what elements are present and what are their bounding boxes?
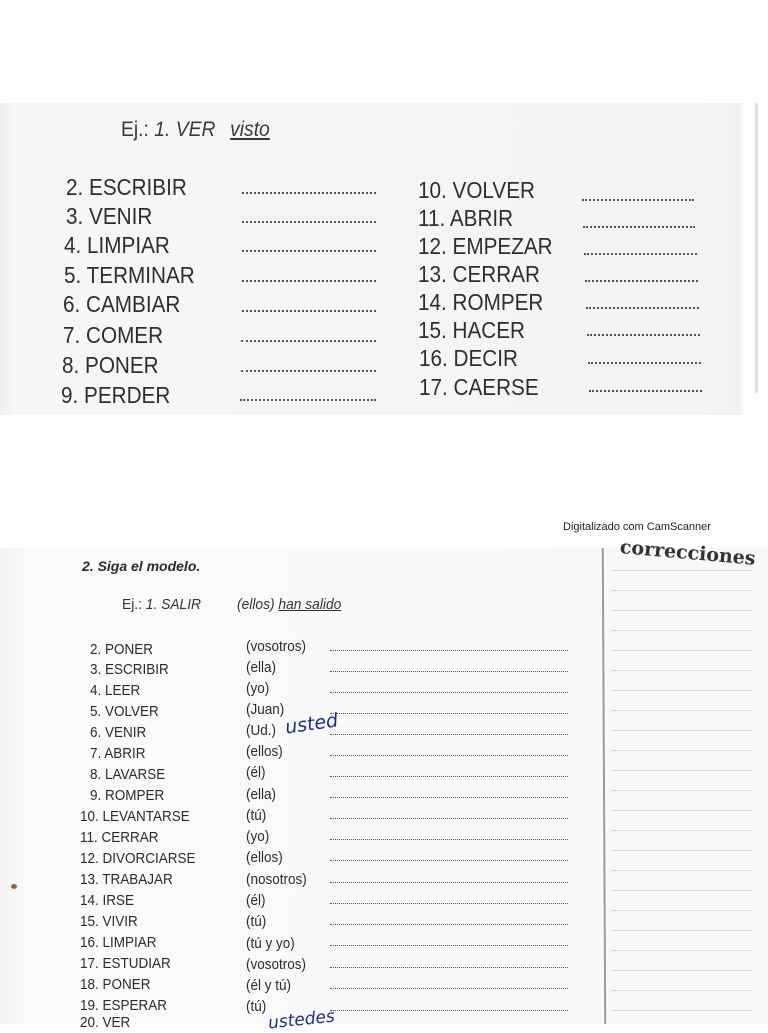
answer-blank[interactable] bbox=[241, 340, 376, 342]
subject-label: (nosotros) bbox=[246, 871, 307, 888]
verb-label: 2. PONER bbox=[90, 641, 154, 658]
verb-label: 12. DIVORCIARSE bbox=[80, 850, 196, 867]
answer-blank[interactable] bbox=[241, 370, 376, 372]
answer-blank[interactable] bbox=[330, 713, 568, 714]
answer-blank[interactable] bbox=[330, 734, 568, 735]
top-item: 6. CAMBIAR bbox=[63, 291, 181, 317]
subject-label: (vosotros) bbox=[246, 956, 307, 973]
corrections-rule bbox=[612, 730, 752, 731]
corrections-rule bbox=[612, 930, 752, 931]
answer-blank[interactable] bbox=[330, 988, 568, 989]
subject-label: (ellos) bbox=[246, 743, 283, 760]
top-example bbox=[121, 118, 270, 142]
example-subject-answer bbox=[237, 596, 341, 613]
answer-blank[interactable] bbox=[242, 221, 376, 223]
corrections-rule bbox=[612, 590, 752, 591]
corrections-rule bbox=[612, 570, 752, 571]
corrections-rule bbox=[612, 670, 752, 671]
answer-blank[interactable] bbox=[330, 839, 568, 840]
subject-label: (vosotros) bbox=[246, 638, 307, 655]
example-subject: (ellos) bbox=[237, 596, 275, 613]
corrections-rule bbox=[612, 710, 752, 711]
top-item: 15. HACER bbox=[418, 317, 525, 343]
verb-label: 17. ESTUDIAR bbox=[80, 955, 171, 972]
answer-blank[interactable] bbox=[242, 310, 376, 312]
verb-label: 10. LEVANTARSE bbox=[80, 808, 190, 825]
answer-blank[interactable] bbox=[584, 253, 697, 255]
subject-label: (él) bbox=[246, 764, 266, 781]
answer-blank[interactable] bbox=[330, 945, 568, 946]
bottom-example bbox=[122, 596, 342, 613]
corrections-rule bbox=[612, 1010, 752, 1011]
subject-label: (yo) bbox=[246, 828, 270, 845]
corrections-rule bbox=[612, 950, 752, 951]
subject-label: (yo) bbox=[246, 680, 270, 697]
scanner-watermark: Digitalizado com CamScanner bbox=[563, 521, 711, 533]
verb-label: 14. IRSE bbox=[80, 892, 135, 909]
answer-blank[interactable] bbox=[330, 860, 568, 861]
subject-label: (Ud.) bbox=[246, 722, 277, 739]
subject-label: (Juan) bbox=[246, 701, 285, 718]
answer-blank[interactable] bbox=[242, 192, 376, 194]
answer-blank[interactable] bbox=[242, 280, 376, 282]
example-verb: 1. SALIR bbox=[145, 596, 202, 613]
handwritten-answer: usted bbox=[283, 709, 340, 739]
answer-blank[interactable] bbox=[585, 280, 698, 282]
verb-label: 8. LAVARSE bbox=[90, 766, 166, 783]
answer-blank[interactable] bbox=[586, 307, 699, 309]
top-item: 9. PERDER bbox=[61, 382, 171, 408]
top-item: 17. CAERSE bbox=[419, 374, 539, 400]
subject-label: (él) bbox=[246, 892, 266, 909]
exercise-title: 2. Siga el modelo. bbox=[82, 558, 201, 574]
corrections-rule bbox=[612, 650, 752, 651]
ink-spot bbox=[11, 884, 17, 889]
answer-blank[interactable] bbox=[588, 362, 701, 364]
verb-label: 7. ABRIR bbox=[90, 745, 146, 762]
verb-label: 3. ESCRIBIR bbox=[90, 661, 169, 678]
answer-blank[interactable] bbox=[330, 797, 568, 798]
answer-blank[interactable] bbox=[330, 924, 568, 925]
example-answer: han salido bbox=[278, 596, 342, 613]
verb-label: 16. LIMPIAR bbox=[80, 934, 157, 951]
answer-blank[interactable] bbox=[330, 818, 568, 819]
subject-label: (ella) bbox=[246, 786, 277, 803]
top-item: 16. DECIR bbox=[419, 345, 518, 371]
corrections-rule bbox=[612, 690, 752, 691]
answer-blank[interactable] bbox=[240, 399, 376, 401]
subject-label: (ella) bbox=[246, 659, 277, 676]
answer-blank[interactable] bbox=[330, 882, 568, 883]
corrections-rule bbox=[612, 990, 752, 991]
corrections-rule bbox=[612, 750, 752, 751]
answer-blank[interactable] bbox=[582, 199, 694, 201]
answer-blank[interactable] bbox=[330, 776, 568, 777]
answer-blank[interactable] bbox=[242, 250, 376, 252]
corrections-rule bbox=[612, 810, 752, 811]
top-item: 11. ABRIR bbox=[418, 205, 514, 231]
answer-blank[interactable] bbox=[330, 650, 568, 651]
corrections-rule bbox=[612, 790, 752, 791]
answer-blank[interactable] bbox=[330, 903, 568, 904]
top-item: 4. LIMPIAR bbox=[64, 232, 170, 258]
top-item: 8. PONER bbox=[62, 352, 159, 378]
top-item: 13. CERRAR bbox=[418, 261, 540, 287]
subject-label: (tú) bbox=[246, 807, 267, 824]
subject-label: (tú y yo) bbox=[246, 935, 295, 952]
answer-blank[interactable] bbox=[330, 671, 568, 672]
subject-label: (ellos) bbox=[246, 849, 283, 866]
verb-label: 19. ESPERAR bbox=[80, 997, 168, 1014]
subject-label: (tú) bbox=[246, 913, 267, 930]
verb-label: 5. VOLVER bbox=[90, 703, 159, 720]
top-item: 10. VOLVER bbox=[418, 177, 535, 203]
corrections-rule bbox=[612, 770, 752, 771]
answer-blank[interactable] bbox=[587, 334, 700, 336]
top-item: 2. ESCRIBIR bbox=[66, 174, 187, 200]
verb-label: 13. TRABAJAR bbox=[80, 871, 173, 888]
answer-blank[interactable] bbox=[589, 390, 702, 392]
top-item: 14. ROMPER bbox=[418, 289, 544, 315]
corrections-title: correcciones bbox=[619, 536, 757, 570]
corrections-rule bbox=[612, 970, 752, 971]
corrections-rule bbox=[612, 610, 752, 611]
corrections-rule bbox=[612, 890, 752, 891]
corrections-rule bbox=[612, 830, 752, 831]
top-item: 12. EMPEZAR bbox=[418, 233, 553, 259]
verb-label: 20. VER bbox=[80, 1014, 131, 1031]
verb-label: 9. ROMPER bbox=[90, 787, 165, 804]
verb-label: 18. PONER bbox=[80, 976, 151, 993]
bottom-scanned-page bbox=[0, 548, 768, 1024]
example-prefix: Ej.: bbox=[122, 596, 142, 613]
answer-blank[interactable] bbox=[330, 755, 568, 756]
answer-blank[interactable] bbox=[330, 692, 568, 693]
corrections-rule bbox=[612, 630, 752, 631]
corrections-rule bbox=[612, 850, 752, 851]
answer-blank[interactable] bbox=[583, 226, 695, 228]
subject-label: (él y tú) bbox=[246, 977, 292, 994]
top-item: 5. TERMINAR bbox=[64, 262, 195, 288]
example-answer: visto bbox=[230, 118, 270, 141]
example-verb: 1. VER bbox=[154, 118, 216, 141]
example-prefix: Ej.: bbox=[121, 118, 149, 141]
page-edge bbox=[755, 103, 758, 393]
answer-blank[interactable] bbox=[330, 967, 568, 968]
answer-blank[interactable] bbox=[330, 1010, 568, 1011]
top-item: 7. COMER bbox=[63, 322, 164, 348]
verb-label: 15. VIVIR bbox=[80, 913, 138, 930]
corrections-rule bbox=[612, 910, 752, 911]
verb-label: 6. VENIR bbox=[90, 724, 147, 741]
top-item: 3. VENIR bbox=[66, 203, 153, 229]
corrections-rule bbox=[612, 870, 752, 871]
subject-label: (tú) bbox=[246, 998, 267, 1015]
handwritten-answer: ustedes bbox=[267, 1006, 336, 1033]
verb-label: 4. LEER bbox=[90, 682, 141, 699]
verb-label: 11. CERRAR bbox=[80, 829, 159, 846]
